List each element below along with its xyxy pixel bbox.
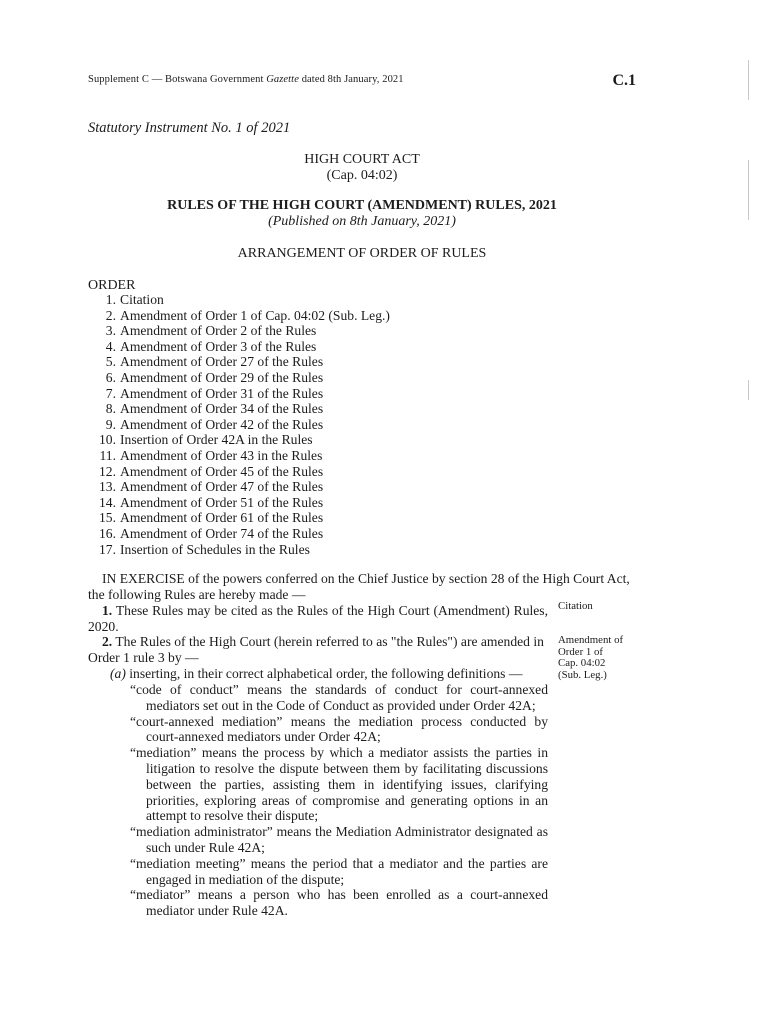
paragraph-a-text: inserting, in their correct alphabetical order, the following definitions — (129, 666, 523, 681)
margin-note-amendment: Amendment of Order 1 of Cap. 04:02 (Sub. Leg.) (558, 634, 624, 681)
order-title: Amendment of Order 61 of the Rules (120, 510, 324, 526)
order-list-item (88, 479, 390, 495)
scan-edge-mark (748, 60, 749, 100)
rule-2-text: The Rules of the High Court (herein referred to as "the Rules") are amended in Order 1 rule 3 by — (88, 634, 544, 665)
rule-2-number: 2. (102, 634, 113, 649)
order-title: Amendment of Order 74 of the Rules (120, 525, 324, 541)
order-number: 15. (99, 510, 116, 526)
order-list-item (88, 354, 390, 370)
order-list-item (88, 292, 390, 308)
definition-item: “court-annexed mediation” means the mediation process conducted by court-annexed mediators under Order 42A; (130, 713, 548, 745)
instrument-number: Statutory Instrument No. 1 of 2021 (88, 120, 291, 136)
order-title: Amendment of Order 2 of the Rules (120, 323, 317, 339)
order-list-item (88, 308, 390, 324)
order-number: 10. (99, 432, 116, 448)
order-list-item (88, 370, 390, 386)
order-title: Amendment of Order 34 of the Rules (120, 401, 324, 417)
rules-title: RULES OF THE HIGH COURT (AMENDMENT) RULES, 2021 (167, 198, 557, 213)
order-number: 1. (105, 292, 116, 307)
order-list-item (88, 432, 390, 448)
order-list-item (88, 495, 390, 511)
act-title: HIGH COURT ACT (304, 152, 420, 167)
order-title: Insertion of Schedules in the Rules (120, 541, 310, 557)
order-title: Amendment of Order 45 of the Rules (120, 463, 324, 479)
margin-note-citation: Citation (558, 600, 593, 612)
order-title: Amendment of Order 42 of the Rules (120, 416, 324, 432)
order-title: Amendment of Order 29 of the Rules (120, 369, 324, 385)
order-title: Insertion of Order 42A in the Rules (120, 432, 313, 448)
paragraph-a (110, 666, 550, 682)
order-number: 9. (105, 416, 116, 432)
order-number: 4. (105, 338, 116, 354)
order-title: Amendment of Order 31 of the Rules (120, 385, 324, 401)
order-number: 8. (105, 401, 116, 417)
order-title: Citation (120, 292, 164, 307)
gazette-header: Supplement C — Botswana Government Gazette dated 8th January, 2021 (88, 74, 404, 85)
rule-1-text: These Rules may be cited as the Rules of the High Court (Amendment) Rules, 2020. (88, 603, 548, 634)
order-number: 2. (105, 307, 116, 323)
rule-2 (88, 634, 548, 666)
rule-1-number: 1. (102, 603, 113, 618)
order-list (88, 292, 390, 557)
order-number: 11. (99, 447, 116, 463)
page-header (88, 72, 636, 92)
enacting-clause: IN EXERCISE of the powers conferred on the Chief Justice by section 28 of the High Court Act, the following Rules are hereby made — (88, 571, 630, 602)
order-number: 7. (105, 385, 116, 401)
arrangement-heading: ARRANGEMENT OF ORDER OF RULES (237, 246, 487, 261)
order-number: 16. (99, 525, 116, 541)
order-number: 3. (105, 323, 116, 339)
definition-item: “mediator” means a person who has been enrolled as a court-annexed mediator under Rule 42A. (130, 887, 548, 919)
order-list-item (88, 323, 390, 339)
order-number: 17. (99, 541, 116, 557)
order-list-item (88, 464, 390, 480)
order-list-item (88, 526, 390, 542)
page-number: C.1 (612, 72, 636, 89)
scan-edge-mark (748, 160, 749, 220)
paragraph-a-label: (a) (110, 666, 126, 681)
order-title: Amendment of Order 27 of the Rules (120, 354, 324, 370)
definition-item: “code of conduct” means the standards of conduct for court-annexed mediators set out in the Code of Conduct as provided under Order 42A; (130, 682, 548, 713)
order-title: Amendment of Order 51 of the Rules (120, 494, 324, 510)
order-list-item (88, 417, 390, 433)
order-list-item (88, 510, 390, 526)
rule-1 (88, 603, 548, 635)
definition-item: “mediation” means the process by which a mediator assists the parties in litigation to resolve the dispute between them by facilitating discussions between the parties, assisting them in identifying issues, clarifying priorities, exploring areas of compromise and generating options in an attempt to resolve their dispute; (130, 745, 548, 824)
order-heading: ORDER (88, 278, 136, 293)
order-title: Amendment of Order 43 in the Rules (120, 447, 323, 463)
definitions-list (130, 682, 548, 919)
order-title: Amendment of Order 3 of the Rules (120, 338, 317, 354)
definition-item: “mediation meeting” means the period that a mediator and the parties are engaged in mediation of the dispute; (130, 855, 548, 887)
order-number: 6. (105, 369, 116, 385)
order-list-item (88, 386, 390, 402)
order-title: Amendment of Order 47 of the Rules (120, 479, 324, 495)
order-number: 5. (105, 354, 116, 370)
order-list-item (88, 542, 390, 558)
order-number: 12. (99, 463, 116, 479)
order-number: 13. (99, 479, 116, 495)
scan-edge-mark (748, 380, 749, 400)
order-list-item (88, 339, 390, 355)
publication-date: (Published on 8th January, 2021) (268, 214, 456, 229)
definition-item: “mediation administrator” means the Mediation Administrator designated as such under Rule 42A; (130, 824, 548, 855)
cap-reference: (Cap. 04:02) (326, 168, 398, 183)
order-list-item (88, 448, 390, 464)
order-number: 14. (99, 494, 116, 510)
order-title: Amendment of Order 1 of Cap. 04:02 (Sub. Leg.) (120, 307, 390, 323)
order-list-item (88, 401, 390, 417)
